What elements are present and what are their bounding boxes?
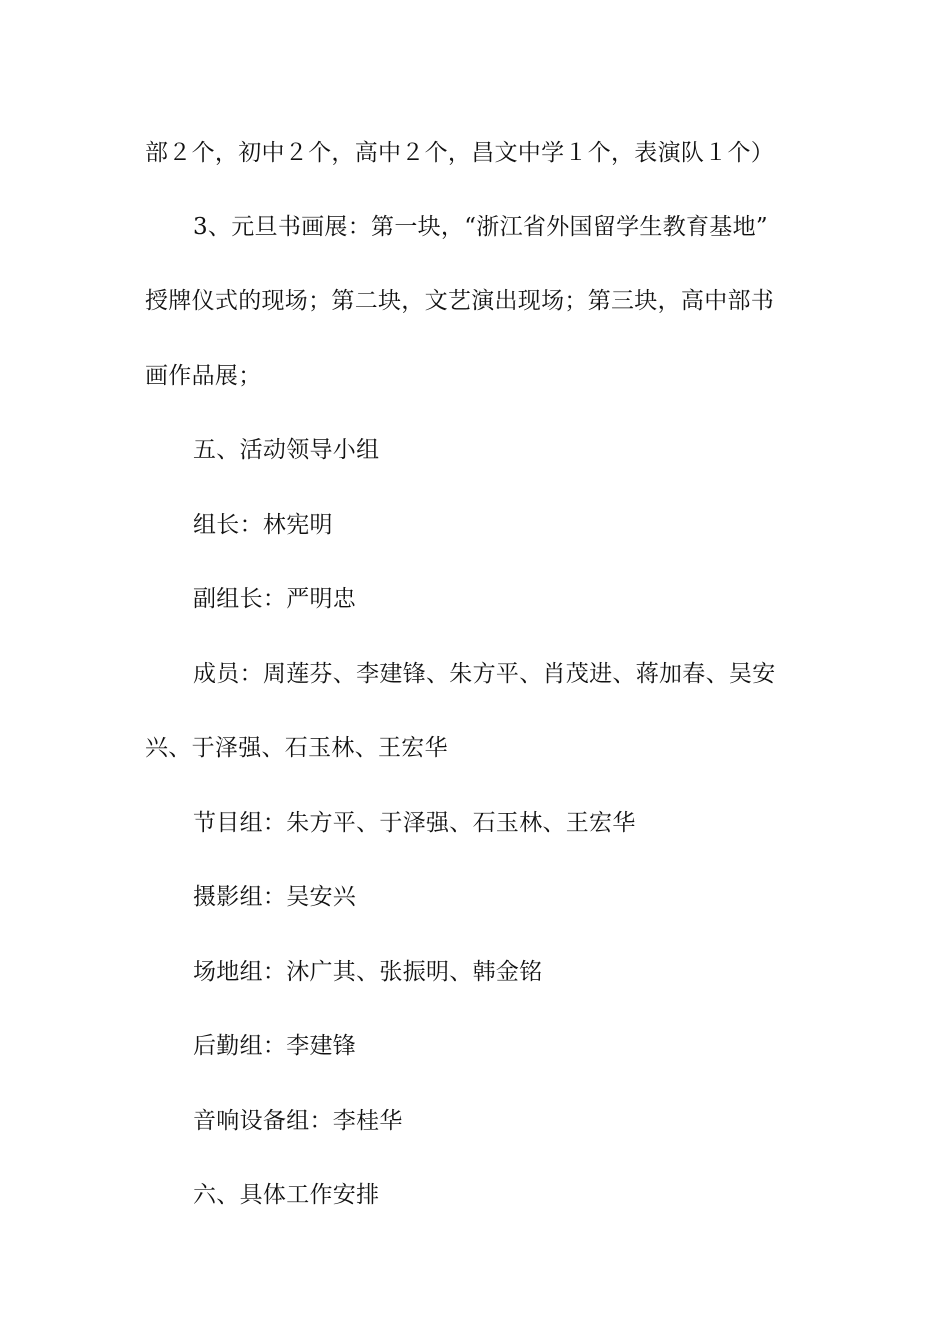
paragraph-line: 节目组：朱方平、于泽强、石玉林、王宏华 [193,810,636,836]
paragraph-line: 画作品展； [145,363,262,389]
paragraph-line: 部２个，初中２个，高中２个，昌文中学１个，表演队１个） [145,140,775,166]
section-heading: 五、活动领导小组 [193,437,380,463]
section-heading: 六、具体工作安排 [193,1182,380,1208]
paragraph-line: 场地组：沐广其、张振明、韩金铭 [193,959,543,985]
paragraph-line: 3、元旦书画展：第一块，“浙江省外国留学生教育基地” [193,214,768,240]
paragraph-line: 兴、于泽强、石玉林、王宏华 [145,735,448,761]
paragraph-line: 副组长：严明忠 [193,586,357,612]
paragraph-line: 授牌仪式的现场；第二块，文艺演出现场；第三块，高中部书 [145,288,775,314]
paragraph-line: 音响设备组：李桂华 [193,1108,403,1134]
paragraph-line: 组长：林宪明 [193,512,333,538]
paragraph-line: 成员：周莲芬、李建锋、朱方平、肖茂进、蒋加春、吴安 [193,661,776,687]
paragraph-line: 摄影组：吴安兴 [193,884,357,910]
paragraph-line: 后勤组：李建锋 [193,1033,357,1059]
